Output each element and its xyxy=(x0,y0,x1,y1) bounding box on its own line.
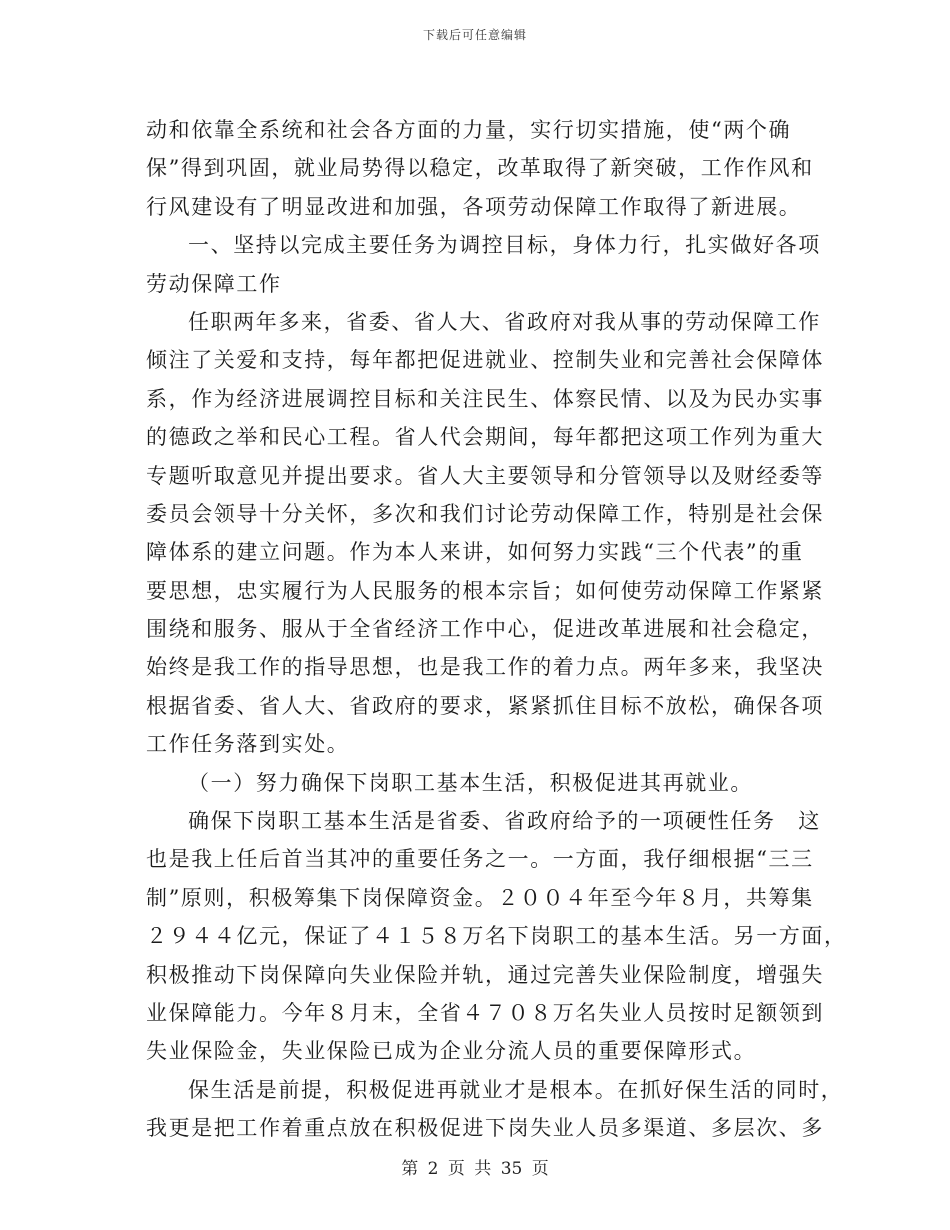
body-line: 积极推动下岗保障向失业保险并轨，通过完善失业保险制度，增强失 xyxy=(146,962,824,987)
body-line: 根据省委、省人大、省政府的要求，紧紧抓住目标不放松，确保各项 xyxy=(146,693,824,718)
body-line: 制”原则，积极筹集下岗保障资金。２００４年至今年８月，共筹集 xyxy=(146,885,814,910)
body-line: ２９４４亿元，保证了４１５８万名下岗职工的基本生活。另一方面， xyxy=(146,924,847,949)
body-line: 障体系的建立问题。作为本人来讲，如何努力实践“三个代表”的重 xyxy=(146,540,804,565)
body-line: 行风建设有了明显改进和加强，各项劳动保障工作取得了新进展。 xyxy=(146,194,802,219)
body-line: 始终是我工作的指导思想，也是我工作的着力点。两年多来，我坚决 xyxy=(146,655,824,680)
body-line: 委员会领导十分关怀，多次和我们讨论劳动保障工作，特别是社会保 xyxy=(146,501,824,526)
page-header: 下载后可任意编辑 xyxy=(422,28,527,42)
body-line: 业保障能力。今年８月末，全省４７０８万名失业人员按时足额领到 xyxy=(146,1000,824,1025)
paragraph-start: 任职两年多来，省委、省人大、省政府对我从事的劳动保障工作 xyxy=(188,309,821,334)
body-line: 围绕和服务、服从于全省经济工作中心，促进改革进展和社会稳定， xyxy=(146,617,824,642)
body-line: 也是我上任后首当其冲的重要任务之一。一方面，我仔细根据“三三 xyxy=(146,847,814,872)
body-line: 失业保险金，失业保险已成为企业分流人员的重要保障形式。 xyxy=(146,1039,757,1064)
body-line: 保”得到巩固，就业局势得以稳定，改革取得了新突破，工作作风和 xyxy=(146,156,814,181)
body-line: 动和依靠全系统和社会各方面的力量，实行切实措施，使“两个确 xyxy=(146,118,792,142)
body-line: 系，作为经济进展调控目标和关注民生、体察民情、以及为民办实事 xyxy=(146,386,824,411)
body-line: 我更是把工作着重点放在积极促进下岗失业人员多渠道、多层次、多 xyxy=(146,1116,824,1141)
subsection-heading: （一）努力确保下岗职工基本生活，积极促进其再就业。 xyxy=(188,770,753,795)
page-footer: 第 2 页 共 35 页 xyxy=(401,1159,549,1179)
section-heading: 一、坚持以完成主要任务为调控目标，身体力行，扎实做好各项 xyxy=(188,233,821,258)
paragraph-start: 保生活是前提，积极促进再就业才是根本。在抓好保生活的同时， xyxy=(188,1077,844,1102)
body-line: 倾注了关爱和支持，每年都把促进就业、控制失业和完善社会保障体 xyxy=(146,348,824,373)
body-line: 专题听取意见并提出要求。省人大主要领导和分管领导以及财经委等 xyxy=(146,463,824,488)
body-line: 的德政之举和民心工程。省人代会期间，每年都把这项工作列为重大 xyxy=(146,425,824,450)
section-heading-continued: 劳动保障工作 xyxy=(146,271,282,296)
document-body xyxy=(146,111,847,1148)
body-line: 要思想，忠实履行为人民服务的根本宗旨；如何使劳动保障工作紧紧 xyxy=(146,578,824,603)
paragraph-start: 确保下岗职工基本生活是省委、省政府给予的一项硬性任务 这 xyxy=(188,809,821,834)
body-line: 工作任务落到实处。 xyxy=(146,732,350,757)
